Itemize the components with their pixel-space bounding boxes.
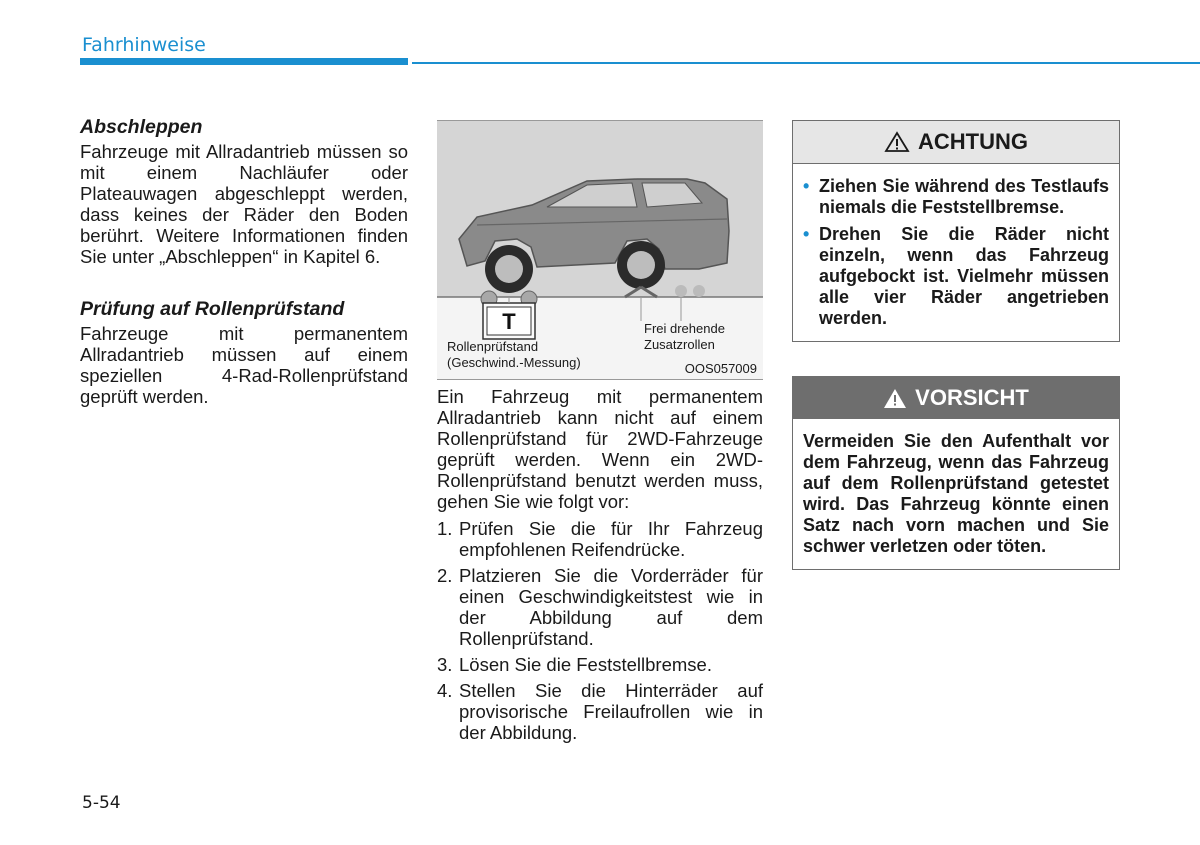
towing-paragraph: Fahrzeuge mit Allradantrieb müssen so mit einem Nachläufer oder Plateauwagen abgeschleppt werden, dass keines der Räder den Boden berührt. Weitere Informationen finden Sie unter „Abschleppen“ in Kapitel 6.	[80, 141, 408, 267]
procedure-steps	[437, 518, 763, 743]
warning-title: ACHTUNG	[918, 129, 1028, 154]
section-heading-towing: Abschleppen	[80, 116, 203, 138]
header-title: Fahrhinweise	[82, 34, 206, 56]
right-column	[792, 120, 1120, 570]
warning-header	[793, 121, 1119, 164]
warning-triangle-icon	[884, 131, 910, 153]
middle-column	[437, 120, 763, 748]
dyno-symbol: T	[502, 309, 516, 334]
step-item: 2. Platzieren Sie die Vorderräder für einen Geschwindigkeitstest wie in der Abbildung auf dem Rollenprüfstand.	[437, 565, 763, 649]
page-number: 5-54	[82, 793, 121, 813]
dyno-test-paragraph: Fahrzeuge mit permanentem Allradantrieb müssen auf einem speziellen 4-Rad-Rollenprüfstand geprüft werden.	[80, 323, 408, 407]
header-bar-thin	[412, 62, 1200, 64]
step-item: 1. Prüfen Sie die für Ihr Fahrzeug empfohlenen Reifendrücke.	[437, 518, 763, 560]
procedure-intro: Ein Fahrzeug mit permanentem Allradantrieb kann nicht auf einem Rollenprüfstand für 2WD-Fahrzeuge geprüft werden. Wenn ein 2WD-Rollenprüfstand benutzt werden muss, gehen Sie wie folgt vor:	[437, 386, 763, 512]
header-bar-thick	[80, 58, 408, 65]
dyno-illustration	[437, 120, 763, 380]
caution-header	[793, 377, 1119, 419]
left-column	[80, 115, 408, 407]
caution-text: Vermeiden Sie den Aufenthalt vor dem Fahrzeug, wenn das Fahrzeug auf dem Rollenprüfstand getestet wird. Das Fahrzeug könnte einen Satz nach vorn machen und Sie schwer verletzen oder töten.	[803, 431, 1109, 556]
figure-label-dyno: Rollenprüfstand (Geschwind.-Messung)	[447, 339, 581, 370]
caution-triangle-icon	[883, 388, 907, 409]
warning-list	[803, 176, 1109, 329]
step-item: 4. Stellen Sie die Hinterräder auf provisorische Freilaufrollen wie in der Abbildung.	[437, 680, 763, 743]
warning-bullet: • Drehen Sie die Räder nicht einzeln, wenn das Fahrzeug aufgebockt ist. Vielmehr müssen alle vier Räder angetrieben werden.	[803, 224, 1109, 328]
step-item: 3. Lösen Sie die Feststellbremse.	[437, 654, 712, 675]
section-heading-dyno-test: Prüfung auf Rollenprüfstand	[80, 298, 345, 320]
warning-box	[792, 120, 1120, 342]
caution-title: VORSICHT	[915, 385, 1029, 410]
figure-label-rollers: Frei drehende Zusatzrollen	[644, 321, 725, 352]
caution-box	[792, 376, 1120, 570]
warning-bullet: • Ziehen Sie während des Testlaufs niemals die Feststellbremse.	[803, 176, 1109, 217]
figure-code: OOS057009	[684, 361, 757, 376]
